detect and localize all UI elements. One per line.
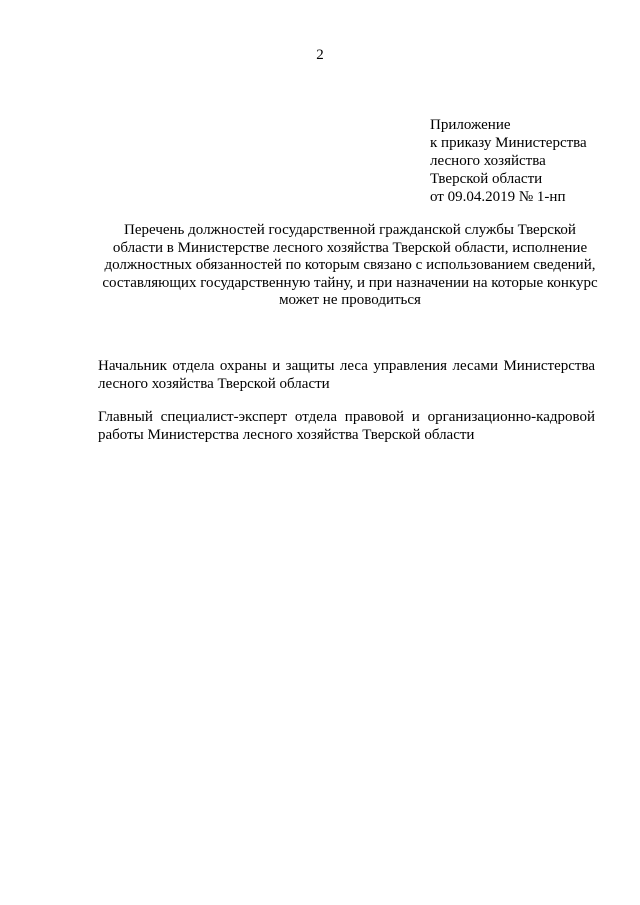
position-item — [98, 408, 595, 444]
position-text-line: Главный специалист-эксперт отдела правовой и организационно-кадровой — [98, 409, 595, 425]
position-item — [98, 357, 595, 393]
position-text-line: лесного хозяйства Тверской области — [98, 376, 330, 392]
appendix-line: Приложение — [430, 117, 511, 133]
title-line: области в Министерстве лесного хозяйства Тверской области, исполнение — [112, 239, 588, 256]
appendix-line: лесного хозяйства — [430, 153, 546, 169]
title-line: составляющих государственную тайну, и при назначении на которые конкурс — [102, 274, 598, 291]
document-title — [90, 222, 610, 310]
page-number: 2 — [316, 47, 324, 63]
title-line: может не проводиться — [279, 292, 421, 309]
appendix-line: Тверской области — [430, 171, 543, 187]
position-text-line: работы Министерства лесного хозяйства Тверской области — [98, 427, 475, 443]
position-text-line: Начальник отдела охраны и защиты леса управления лесами Министерства — [98, 358, 595, 374]
title-line: Перечень должностей государственной гражданской службы Тверской — [124, 222, 576, 238]
appendix-line: от 09.04.2019 № 1-нп — [430, 189, 566, 205]
positions-list — [98, 357, 595, 459]
appendix-line: к приказу Министерства — [430, 135, 587, 151]
title-line: должностных обязанностей по которым связано с использованием сведений, — [104, 257, 596, 274]
appendix-block — [430, 116, 630, 206]
